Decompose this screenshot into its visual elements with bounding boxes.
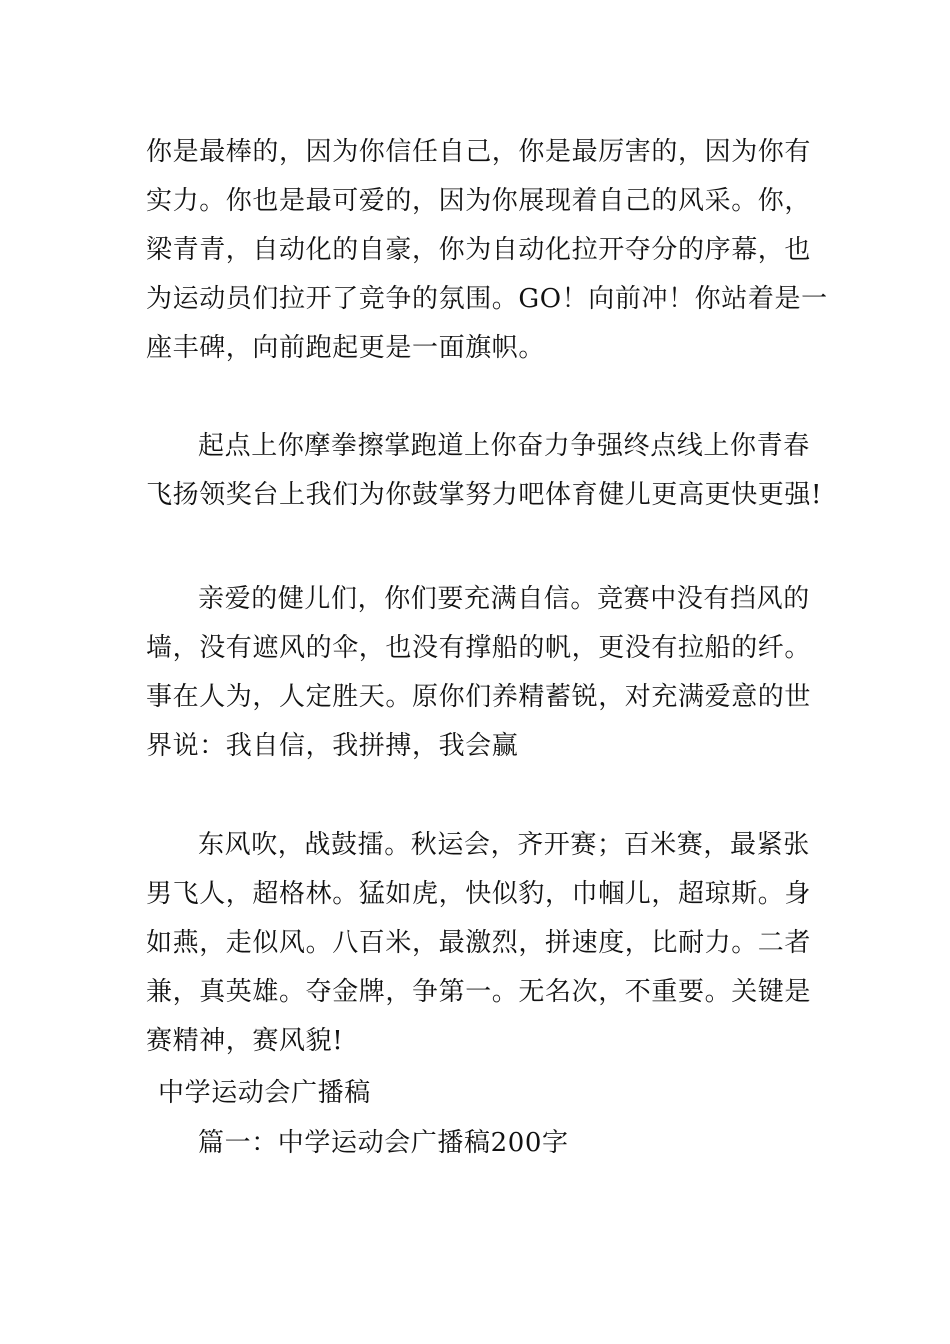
paragraph-3-line-2: 墙，没有遮风的伞，也没有撑船的帆，更没有拉船的纤。	[146, 633, 812, 663]
section-heading: 中学运动会广播稿	[158, 1078, 371, 1108]
paragraph-4-line-5: 赛精神，赛风貌!	[146, 1026, 344, 1056]
paragraph-3-line-4: 界说：我自信，我拼搏，我会赢	[146, 731, 519, 761]
paragraph-1-line-5: 座丰碑，向前跑起更是一面旗帜。	[146, 333, 546, 363]
paragraph-2-line-1: 起点上你摩拳擦掌跑道上你奋力争强终点线上你青春	[198, 431, 810, 461]
paragraph-2-line-2: 飞扬领奖台上我们为你鼓掌努力吧体育健儿更高更快更强!	[146, 480, 823, 510]
paragraph-4-line-3: 如燕，走似风。八百米，最激烈，拼速度，比耐力。二者	[146, 928, 812, 958]
paragraph-4-line-1: 东风吹，战鼓擂。秋运会，齐开赛；百米赛，最紧张	[198, 830, 810, 860]
paragraph-3-line-1: 亲爱的健儿们，你们要充满自信。竞赛中没有挡风的	[198, 584, 810, 614]
paragraph-4-line-4: 兼，真英雄。夺金牌，争第一。无名次，不重要。关键是	[146, 977, 812, 1007]
paragraph-3-line-3: 事在人为，人定胜天。原你们养精蓄锐，对充满爱意的世	[146, 682, 812, 712]
paragraph-4-line-2: 男飞人，超格林。猛如虎，快似豹，巾帼儿，超琼斯。身	[146, 879, 812, 909]
paragraph-1-line-4: 为运动员们拉开了竞争的氛围。GO！向前冲！你站着是一	[146, 284, 828, 314]
paragraph-1-line-3: 梁青青，自动化的自豪，你为自动化拉开夺分的序幕，也	[146, 235, 812, 265]
article-subheading: 篇一：中学运动会广播稿200字	[198, 1128, 569, 1158]
paragraph-1-line-1: 你是最棒的，因为你信任自己，你是最厉害的，因为你有	[146, 137, 812, 167]
paragraph-1-line-2: 实力。你也是最可爱的，因为你展现着自己的风采。你，	[146, 186, 812, 216]
